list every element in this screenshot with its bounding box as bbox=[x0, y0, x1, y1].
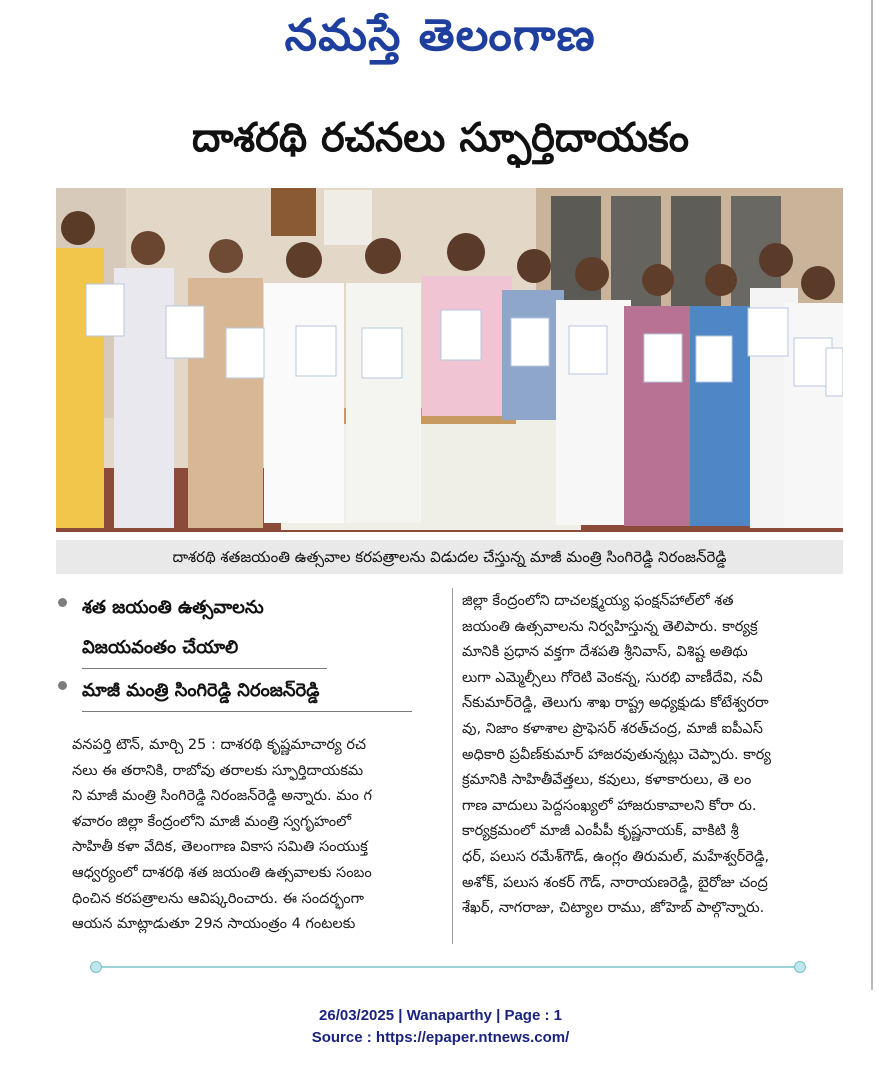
body-line: న్‌కుమార్‌రెడ్డి, తెలుగు శాఖ రాష్ట్ర అధ్యక్షుడు కోటేశ్వరరా bbox=[462, 695, 769, 712]
body-line: జిల్లా కేంద్రంలోని దాచలక్ష్మయ్య ఫంక్షన్‌హాల్‌లో శత bbox=[462, 593, 734, 609]
article-body-right bbox=[462, 589, 844, 922]
body-line: నలు ఈ తరానికి, రాబోవు తరాలకు స్ఫూర్తిదాయకమ bbox=[72, 762, 364, 779]
body-line: వు, నిజాం కళాశాల ప్రొఫెసర్ శరత్‌చంద్ర, మాజీ ఐపీఎస్ bbox=[462, 720, 763, 737]
bullet-dot-icon bbox=[58, 598, 67, 607]
footer-date-edition: 26/03/2025 | Wanaparthy | Page : 1 bbox=[319, 1007, 562, 1024]
body-line: అశోక్, పలుస శంకర్ గౌడ్, నారాయణరెడ్డి, బైరోజు చంద్ర bbox=[462, 874, 768, 891]
body-line: అధికారి ప్రవీణ్‌కుమార్ హాజరవుతున్నట్లు చెప్పారు. కార్య bbox=[462, 746, 772, 763]
masthead-title: నమస్తే తెలంగాణ bbox=[284, 10, 597, 61]
body-line: మానికి ప్రధాన వక్తగా దేశపతి శ్రీనివాస్, విశిష్ట అతిథు bbox=[462, 644, 748, 661]
divider-end-dot-icon bbox=[90, 961, 102, 973]
newspaper-masthead bbox=[0, 6, 881, 66]
article-photo bbox=[56, 188, 843, 532]
bullet-item bbox=[56, 588, 446, 669]
footer-divider bbox=[96, 966, 800, 968]
column-divider bbox=[452, 588, 453, 944]
bullet-line: శత జయంతి ఉత్సవాలను bbox=[82, 597, 264, 618]
body-line: వనపర్తి టౌన్, మార్చి 25 : దాశరథి కృష్ణమాచార్య రచ bbox=[72, 737, 366, 753]
divider-end-dot-icon bbox=[794, 961, 806, 973]
body-line: సాహితీ కళా వేదిక, తెలంగాణ వికాస సమితి సంయుక్త bbox=[72, 839, 368, 856]
body-line: జయంతి ఉత్సవాలను నిర్వహిస్తున్న తెలిపారు. కార్యక్ర bbox=[462, 618, 758, 635]
body-line: ని మాజీ మంత్రి సింగిరెడ్డి నిరంజన్‌రెడ్డి అన్నారు. మం గ bbox=[72, 788, 372, 805]
group-photo-illustration bbox=[56, 188, 843, 532]
body-line: ఆయన మాట్లాడుతూ 29న సాయంత్రం 4 గంటలకు bbox=[72, 916, 356, 933]
body-line: క్రమానికి సాహితీవేత్తలు, కవులు, కళాకారులు, తె లం bbox=[462, 772, 752, 789]
body-line: ధర్, పలుస రమేశ్‌గౌడ్, ఉంగ్లం తిరుమల్, మహేశ్వర్‌రెడ్డి, bbox=[462, 848, 770, 865]
body-line: శేఖర్, నాగరాజు, చిట్యాల రాము, జోహెబ్ పాల్గొన్నారు. bbox=[462, 900, 765, 917]
body-line: కార్యక్రమంలో మాజీ ఎంపీపీ కృష్ణనాయక్, వాకిటి శ్రీ bbox=[462, 823, 739, 840]
article-body-left bbox=[72, 733, 444, 938]
bullet-item bbox=[56, 671, 446, 712]
body-line: ళవారం జిల్లా కేంద్రంలోని మాజీ మంత్రి స్వగృహంలో bbox=[72, 813, 352, 830]
body-line: లుగా ఎమ్మెల్సీలు గోరెటి వెంకన్న, సురభి వాణీదేవి, నవీ bbox=[462, 669, 763, 686]
photo-caption: దాశరథి శతజయంతి ఉత్సవాల కరపత్రాలను విడుదల చేస్తున్న మాజీ మంత్రి సింగిరెడ్డి నిరంజన్‌రెడ్డి bbox=[56, 540, 843, 574]
article-headline: దాశరథి రచనలు స్ఫూర్తిదాయకం bbox=[191, 115, 690, 161]
body-line: ఆధ్వర్యంలో దాశరథి శత జయంతి ఉత్సవాలకు సంబం bbox=[72, 864, 372, 881]
bullet-line: మాజీ మంత్రి సింగిరెడ్డి నిరంజన్‌రెడ్డి bbox=[82, 671, 412, 712]
body-line: ధించిన కరపత్రాలను ఆవిష్కరించారు. ఈ సందర్భంగా bbox=[72, 890, 365, 907]
footer-source-link[interactable]: Source : https://epaper.ntnews.com/ bbox=[311, 1029, 570, 1046]
body-line: గాణ వాదులు పెద్దసంఖ్యలో హాజరుకావాలని కోరా రు. bbox=[462, 797, 757, 814]
bullet-line: విజయవంతం చేయాలి bbox=[82, 628, 327, 669]
page-footer bbox=[0, 1005, 881, 1049]
bullet-dot-icon bbox=[58, 681, 67, 690]
highlight-bullets bbox=[56, 588, 446, 712]
